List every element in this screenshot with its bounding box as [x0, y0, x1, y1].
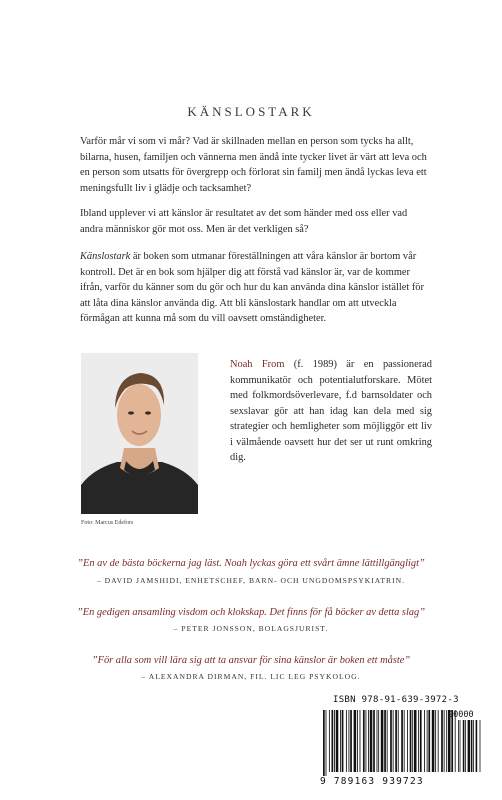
- book-title: KÄNSLOSTARK: [187, 104, 315, 119]
- barcode-addon-bar: [480, 720, 481, 772]
- barcode-bar: [336, 710, 339, 772]
- intro-paragraph-2: Ibland upplever vi att känslor är resultatet av det som händer med oss eller vad andra människor gör mot oss. Men är det verkligen så?: [80, 208, 408, 235]
- intro-paragraph-3-text: är boken som utmanar föreställningen att våra känslor är bortom vår kontroll. Det är en bok som hjälper dig att förstå vad känslor är, var de kommer ifrån, varför du känner som du gör och hur du kan använda dina känslor istället för att låta dina känslor använda dig. Att bli känslostark handlar om att utveckla förmågan att kunna må som du vill oavsett omständigheter.: [80, 251, 424, 325]
- barcode-bar: [412, 710, 413, 772]
- barcode-addon-bar: [471, 720, 473, 772]
- review-quote-1: ”En av de bästa böckerna jag läst. Noah lyckas göra ett svårt ämne lättillgängligt”: [77, 558, 425, 569]
- barcode-bar: [424, 710, 425, 772]
- barcode-bar: [346, 710, 347, 772]
- barcode-bar: [398, 710, 399, 772]
- barcode-bar: [360, 710, 361, 772]
- barcode-bar: [432, 710, 435, 772]
- barcode-bar: [427, 710, 428, 772]
- barcode-bar: [418, 710, 419, 772]
- author-name: Noah From: [230, 359, 285, 370]
- barcode-bar: [323, 710, 325, 776]
- barcode-bar: [410, 710, 412, 772]
- barcode-addon-bar: [458, 720, 459, 772]
- barcode-bar: [438, 710, 439, 772]
- barcode-bar: [354, 710, 357, 772]
- barcode-addon-bar: [468, 720, 470, 772]
- barcode-bar: [444, 710, 445, 772]
- review-quote-3: ”För alla som vill lära sig att ta ansvar för sina känslor är boken ett måste”: [91, 655, 411, 666]
- barcode-bar: [363, 710, 365, 772]
- barcode-addon-digits: 90000: [448, 710, 474, 720]
- barcode-bar: [349, 710, 350, 772]
- barcode-bar: [373, 710, 375, 772]
- barcode-bar: [366, 710, 367, 772]
- barcode-bar: [407, 710, 408, 772]
- barcode-bar: [390, 710, 392, 772]
- barcode-bar: [401, 710, 403, 772]
- barcode-bar: [377, 710, 378, 772]
- review-quote-2: ”En gedigen ansamling visdom och klokskap. Det finns för få böcker av detta slag”: [76, 607, 426, 618]
- barcode-bar: [404, 710, 405, 772]
- barcode-bar: [446, 710, 447, 772]
- photo-credit: Foto: Marcus Edefors: [81, 520, 134, 526]
- barcode-bar: [414, 710, 417, 772]
- intro-paragraph-1: Varför mår vi som vi mår? Vad är skillnaden mellan en person som tycks ha allt, bilarna, husen, familjen och vännerna men ändå inte tycker livet är värt att leva och en person som utsatts för övergrepp och förlorat sin familj men ändå lyckas leva ett meningsfullt liv i glädje och tacksamhet?: [80, 136, 427, 194]
- review-attribution-2: – PETER JONSSON, BOLAGSJURIST.: [173, 624, 329, 633]
- barcode-addon-bar: [476, 720, 478, 772]
- barcode-bar: [326, 710, 327, 776]
- barcode-bar: [340, 710, 341, 772]
- barcode-bar: [334, 710, 335, 772]
- barcode-addon-bar: [465, 720, 466, 772]
- review-attribution-1: – DAVID JAMSHIDI, ENHETSCHEF, BARN- OCH UNGDOMSPSYKIATRIN.: [96, 576, 406, 585]
- author-bio-text: (f. 1989) är en passionerad kommunikatör och potentialutforskare. Mötet med folkmordsöverlevare, f.d barnsoldater och sexslavar gör att han idag kan dela med sig strategier och hemligheter som möjliggör ett liv i välmående oavsett hur det ser ut runt omkring dig.: [230, 359, 432, 463]
- barcode-bar: [368, 710, 369, 772]
- barcode-bar: [441, 710, 443, 772]
- barcode-bar: [329, 710, 330, 772]
- ean-number: 9 789163 939723: [320, 776, 424, 787]
- review-attribution-3: – ALEXANDRA DIRMAN, FIL. LIC LEG PSYKOLOG.: [141, 672, 361, 681]
- book-title-italic: Känslostark: [80, 251, 131, 262]
- barcode-bar: [420, 710, 422, 772]
- barcode-bar: [387, 710, 388, 772]
- barcode-bar: [428, 710, 430, 772]
- barcode-addon-bar: [460, 720, 461, 772]
- barcode-bar: [357, 710, 358, 772]
- barcode-bar: [378, 710, 379, 772]
- barcode-addon-bar: [463, 720, 465, 772]
- barcode-bar: [384, 710, 386, 772]
- barcode-bar: [393, 710, 394, 772]
- barcode-bar: [370, 710, 373, 772]
- isbn-number: ISBN 978-91-639-3972-3: [333, 695, 459, 705]
- barcode-bar: [381, 710, 384, 772]
- barcode-bar: [342, 710, 344, 772]
- barcode-addon-bar: [473, 720, 474, 772]
- barcode-bar: [332, 710, 334, 772]
- barcode-bar: [350, 710, 352, 772]
- barcode-bar: [435, 710, 436, 772]
- barcode-bar: [395, 710, 397, 772]
